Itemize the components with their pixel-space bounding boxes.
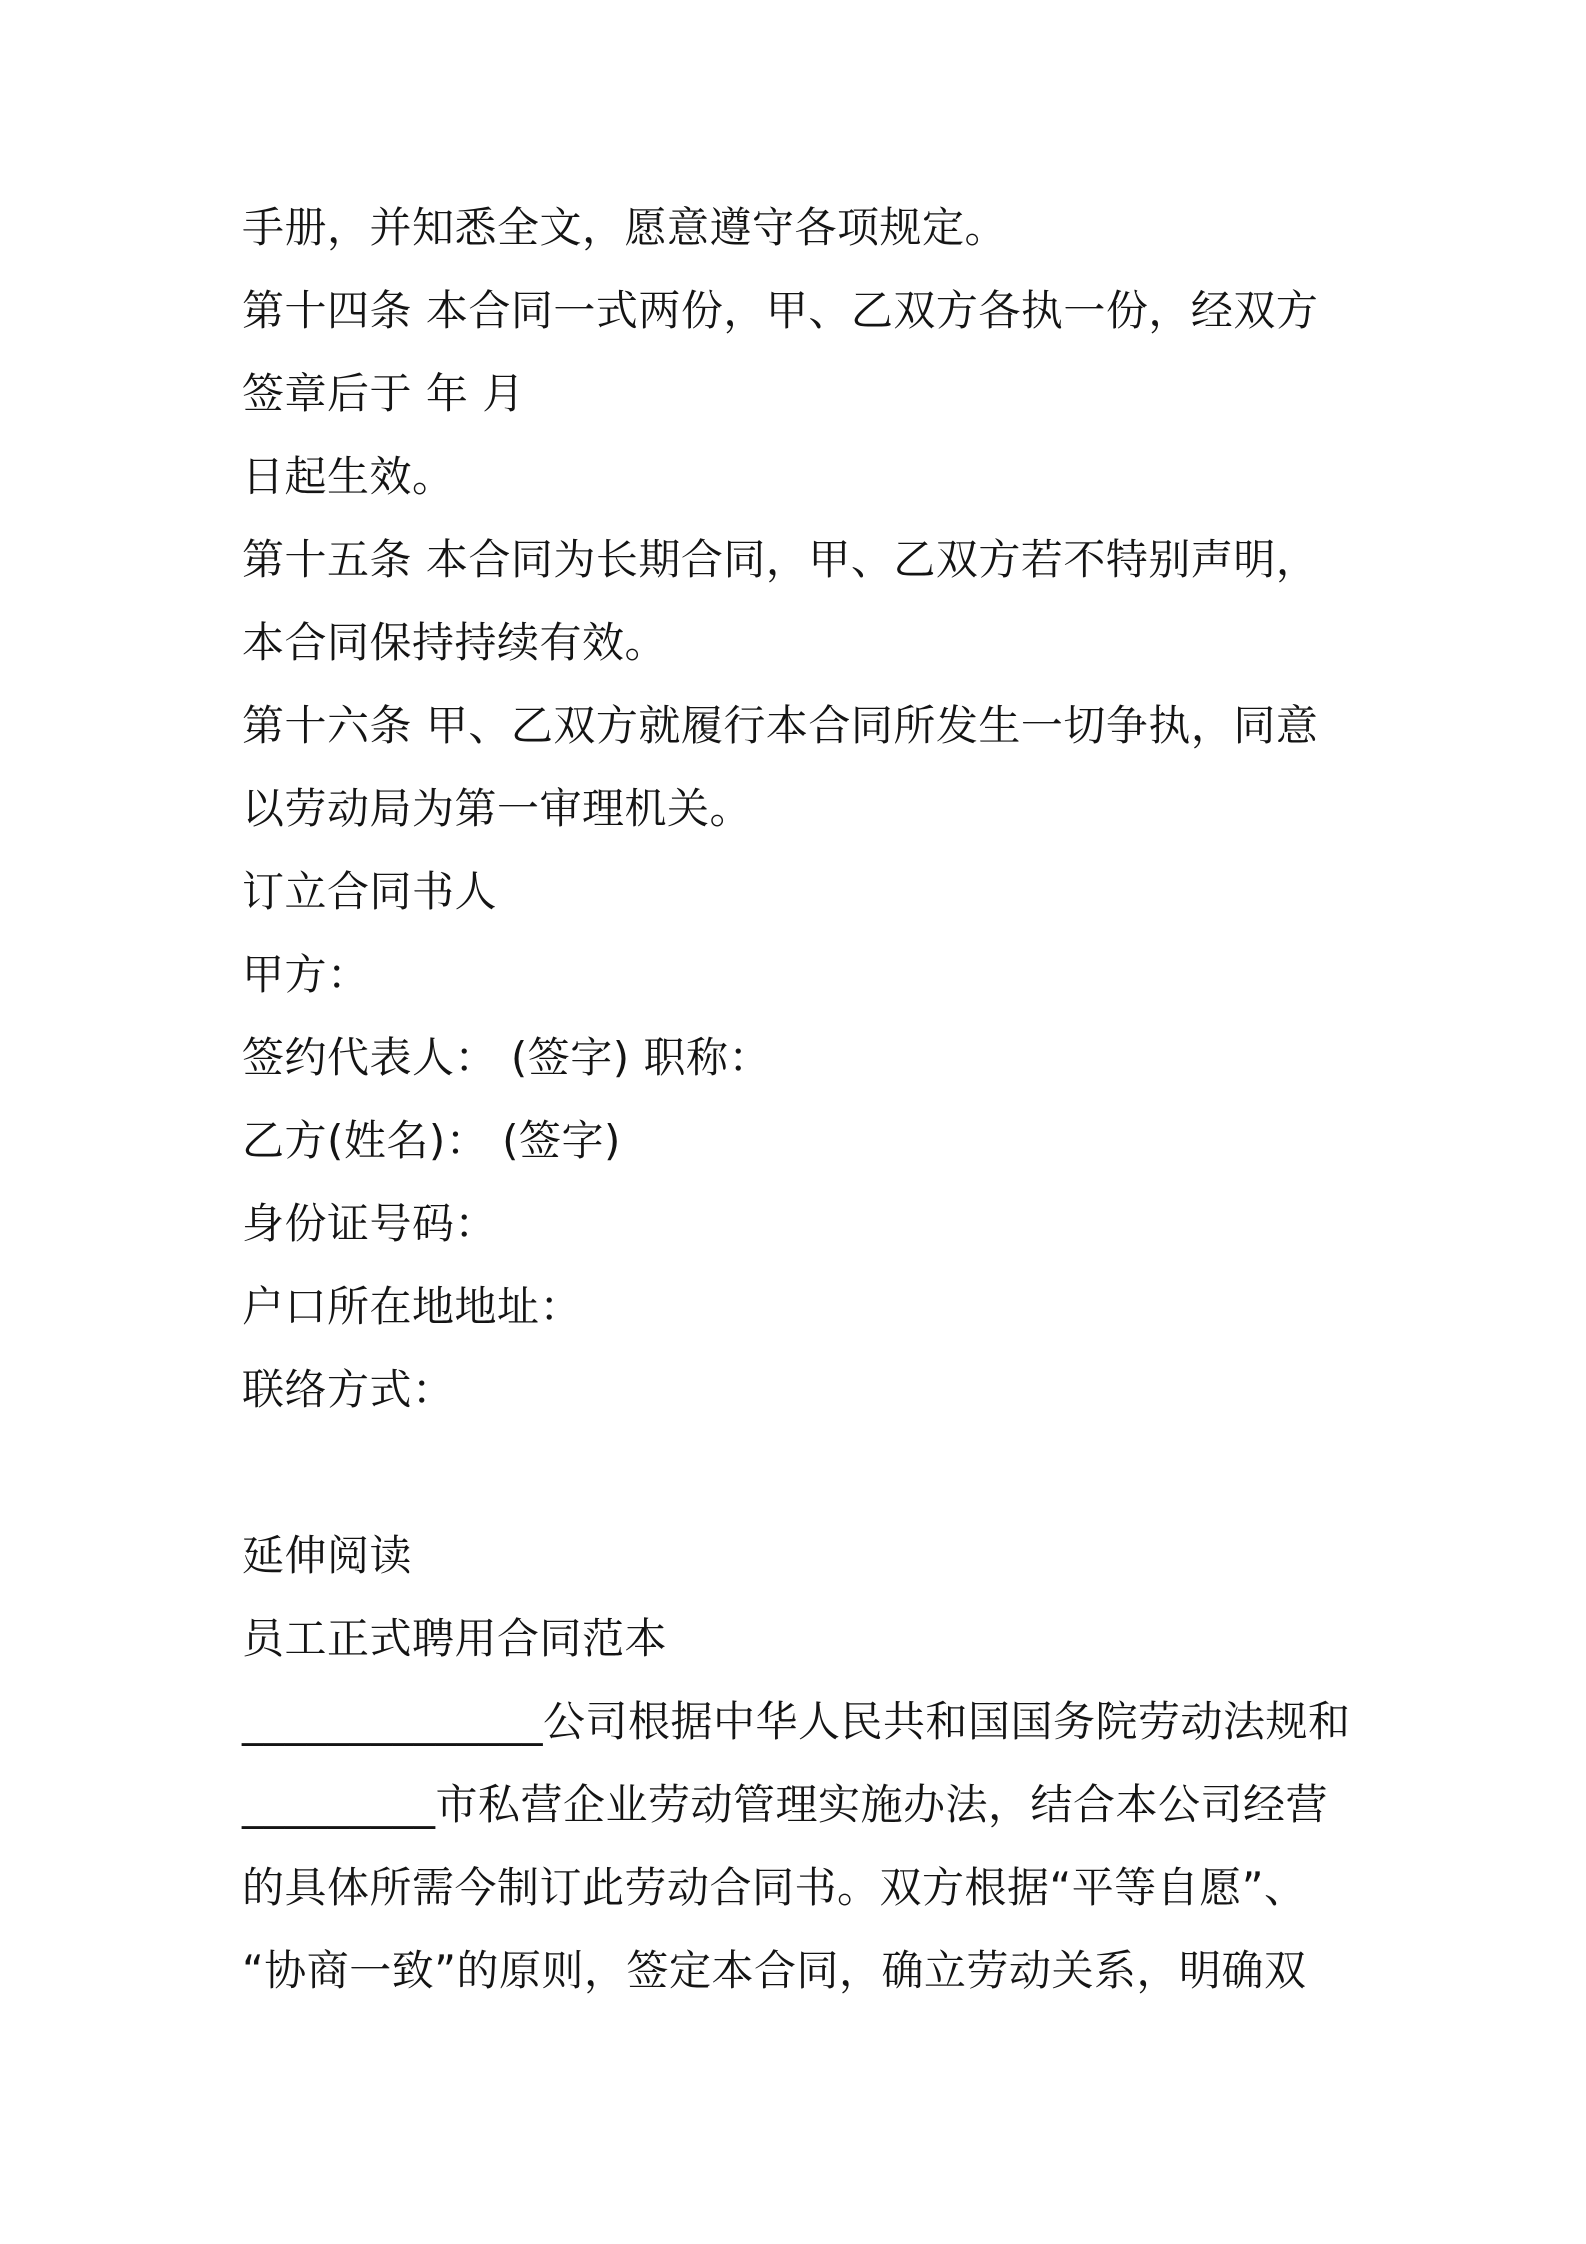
text-line: 以劳动局为第一审理机关。 [242,784,753,833]
id-number-label: 身份证号码： [242,1199,498,1248]
address-label: 户口所在地地址： [242,1282,583,1331]
text-line: _________市私营企业劳动管理实施办法，结合本公司经营 [242,1780,1329,1829]
text-line: 日起生效。 [242,452,455,501]
text-line: “协商一致”的原则，签定本合同，确立劳动关系，明确双 [242,1946,1307,1995]
text-line: 签章后于 年 月 [242,369,525,418]
text-line: 的具体所需今制订此劳动合同书。双方根据“平等自愿”、 [242,1863,1307,1912]
contact-label: 联络方式： [242,1365,455,1414]
signatories-heading: 订立合同书人 [242,867,498,916]
text-line: 手册，并知悉全文，愿意遵守各项规定。 [242,203,1008,252]
representative-label: 签约代表人： (签字) 职称： [242,1033,771,1082]
extended-reading-heading: 延伸阅读 [242,1531,413,1580]
contract-title: 员工正式聘用合同范本 [242,1614,668,1663]
party-a-label: 甲方： [242,950,370,999]
article-14-line: 第十四条 本合同一式两份，甲、乙双方各执一份，经双方 [242,286,1319,335]
party-b-label: 乙方(姓名)： (签字) [242,1116,621,1165]
text-line: ______________公司根据中华人民共和国国务院劳动法规和 [242,1697,1351,1746]
text-line: 本合同保持持续有效。 [242,618,668,667]
article-16-line: 第十六条 甲、乙双方就履行本合同所发生一切争执，同意 [242,701,1319,750]
article-15-line: 第十五条 本合同为长期合同，甲、乙双方若不特别声明， [242,535,1319,584]
